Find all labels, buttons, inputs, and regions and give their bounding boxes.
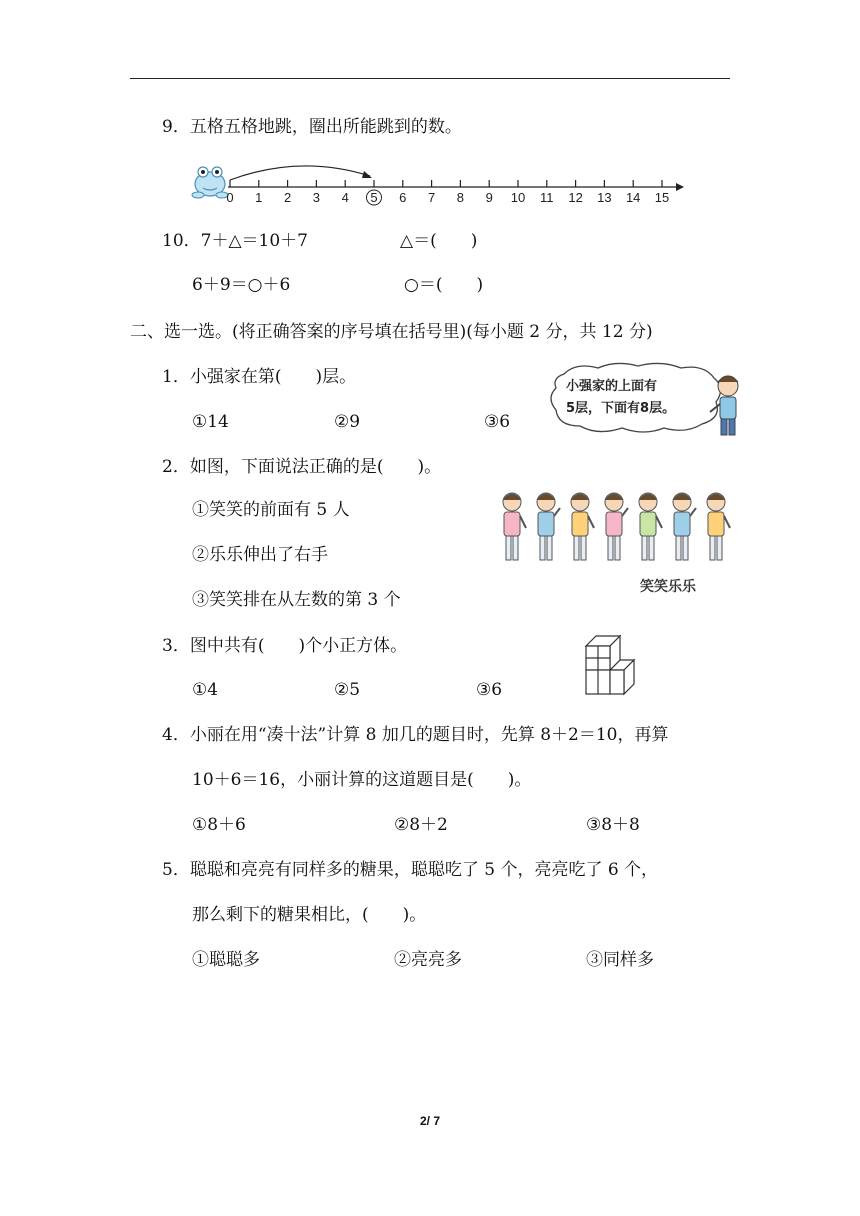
page-number: 2/ 7 bbox=[419, 1114, 440, 1128]
speech-bubble-illustration bbox=[546, 360, 746, 442]
s2-q3-option-1[interactable]: ①4 bbox=[192, 680, 219, 700]
number-label-13[interactable]: 13 bbox=[597, 190, 612, 205]
s2-q5-line1: 5．聪聪和亮亮有同样多的糖果，聪聪吃了 5 个，亮亮吃了 6 个， bbox=[162, 860, 659, 880]
s2-q2-option-3[interactable]: ③笑笑排在从左数的第 3 个 bbox=[192, 590, 401, 610]
number-label-10[interactable]: 10 bbox=[510, 190, 526, 205]
number-label-2[interactable]: 2 bbox=[283, 190, 292, 205]
q10-line1-answer[interactable]: △＝( ) bbox=[400, 231, 478, 251]
number-label-3[interactable]: 3 bbox=[312, 190, 321, 205]
bubble-line-1: 小强家的上面有 bbox=[566, 379, 658, 394]
q10-line2-equation: 6＋9＝○＋6 bbox=[192, 275, 291, 295]
s2-q5-option-1[interactable]: ①聪聪多 bbox=[192, 950, 260, 970]
s2-q4-option-1[interactable]: ①8＋6 bbox=[192, 815, 246, 835]
s2-q2-text: 2．如图，下面说法正确的是( )。 bbox=[162, 457, 442, 477]
s2-q4-line2: 10＋6＝16，小丽计算的这道题目是( )。 bbox=[192, 770, 532, 790]
cube-stack-figure bbox=[580, 630, 642, 698]
number-label-15[interactable]: 15 bbox=[654, 190, 670, 205]
s2-q3-option-3[interactable]: ③6 bbox=[476, 680, 503, 700]
top-rule bbox=[130, 78, 730, 79]
bubble-line-2: 5层，下面有8层。 bbox=[566, 401, 676, 416]
number-label-4[interactable]: 4 bbox=[341, 190, 349, 205]
child-figure-icon bbox=[639, 493, 662, 560]
s2-q1-option-3[interactable]: ③6 bbox=[484, 412, 511, 432]
q10-line1-equation: 10．7＋△＝10＋7 bbox=[162, 231, 308, 251]
number-label-1[interactable]: 1 bbox=[255, 190, 263, 205]
kids-caption: 笑笑乐乐 bbox=[640, 579, 696, 595]
number-label-6[interactable]: 6 bbox=[399, 190, 407, 205]
s2-q5-line2: 那么剩下的糖果相比，( )。 bbox=[192, 905, 427, 925]
number-label-7[interactable]: 7 bbox=[427, 190, 436, 205]
child-figure-icon bbox=[571, 493, 594, 560]
s2-q5-option-3[interactable]: ③同样多 bbox=[586, 950, 654, 970]
s2-q5-option-2[interactable]: ②亮亮多 bbox=[394, 950, 462, 970]
child-figure-icon bbox=[537, 493, 560, 560]
s2-q4-option-3[interactable]: ③8＋8 bbox=[586, 815, 640, 835]
number-label-14[interactable]: 14 bbox=[625, 190, 641, 205]
s2-q3-option-2[interactable]: ②5 bbox=[334, 680, 361, 700]
s2-q4-line1: 4．小丽在用“凑十法”计算 8 加几的题目时，先算 8＋2＝10，再算 bbox=[162, 725, 669, 745]
q9-text: 9．五格五格地跳，圈出所能跳到的数。 bbox=[162, 117, 462, 137]
s2-q1-option-2[interactable]: ②9 bbox=[334, 412, 361, 432]
s2-q2-option-1[interactable]: ①笑笑的前面有 5 人 bbox=[192, 500, 350, 520]
q10-line2-answer[interactable]: ○＝( ) bbox=[404, 275, 484, 295]
section2-title: 二、选一选。(将正确答案的序号填在括号里)(每小题 2 分，共 12 分) bbox=[130, 322, 653, 342]
child-figure-icon bbox=[605, 493, 628, 560]
number-label-11[interactable]: 11 bbox=[540, 190, 554, 205]
s2-q3-text: 3．图中共有( )个小正方体。 bbox=[162, 636, 408, 656]
jump-arrow bbox=[230, 166, 370, 180]
s2-q4-option-2[interactable]: ②8＋2 bbox=[394, 815, 448, 835]
children-row-illustration bbox=[494, 486, 754, 578]
s2-q1-text: 1．小强家在第( )层。 bbox=[162, 367, 357, 387]
number-label-8[interactable]: 8 bbox=[456, 190, 465, 205]
number-line bbox=[190, 158, 690, 206]
frog-icon bbox=[192, 167, 228, 198]
child-figure-icon bbox=[673, 493, 696, 560]
number-label-5[interactable]: 5 bbox=[370, 190, 378, 205]
number-label-12[interactable]: 12 bbox=[568, 190, 583, 205]
child-figure-icon bbox=[503, 493, 526, 560]
s2-q2-option-2[interactable]: ②乐乐伸出了右手 bbox=[192, 545, 328, 565]
number-label-0[interactable]: 0 bbox=[226, 190, 234, 205]
s2-q1-option-1[interactable]: ①14 bbox=[192, 412, 229, 432]
child-figure-icon bbox=[707, 493, 730, 560]
number-label-9[interactable]: 9 bbox=[485, 190, 493, 205]
